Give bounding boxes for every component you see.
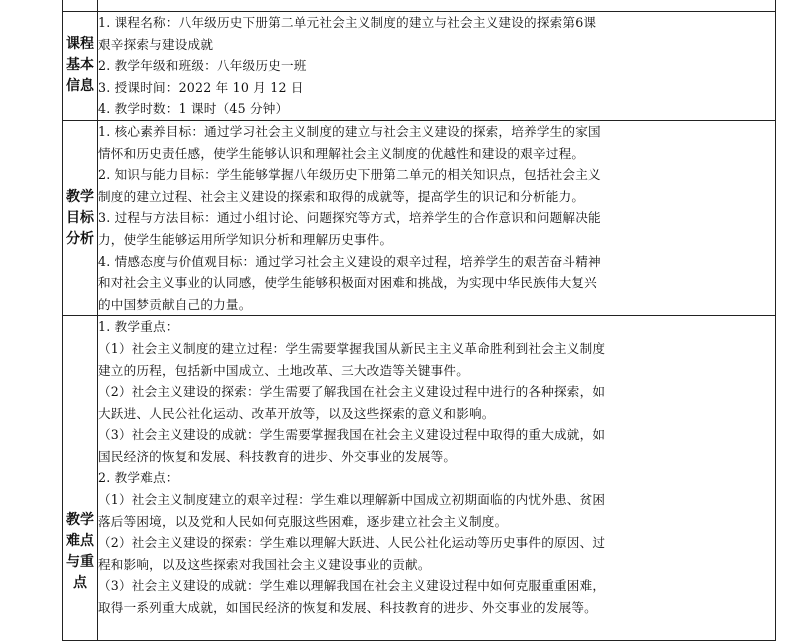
content-line [98, 0, 775, 11]
content-line: （2）社会主义建设的探索：学生难以理解大跃进、人民公社化运动等历史事件的原因、过 [98, 535, 606, 551]
content-line: 程和影响，以及这些探索对我国社会主义建设事业的贡献。 [98, 556, 431, 572]
content-line-cutoff [98, 619, 775, 641]
content-line: 2. 教学难点： [98, 470, 179, 486]
content-line: 4. 教学时数：1 课时（45 分钟） [98, 101, 289, 117]
row-label-line: 基本 [66, 57, 94, 74]
content-line: 3. 授课时间：2022 年 10 月 12 日 [98, 79, 304, 95]
row-label-line: 信息 [66, 78, 94, 95]
row-label-line: 目标 [66, 209, 94, 226]
row-label-line: 与重 [66, 554, 94, 571]
row-label-line: 难点 [66, 533, 94, 550]
content-line: 2. 知识与能力目标：学生能够掌握八年级历史下册第二单元的相关知识点，包括社会主义 [98, 167, 601, 183]
content-line: 和对社会主义事业的认同感，使学生能够积极面对困难和挑战，为实现中华民族伟大复兴 [98, 275, 597, 291]
content-line: （3）社会主义建设的成就：学生难以理解我国在社会主义建设过程中如何克服重重困难， [98, 578, 606, 594]
row-label-line: 点 [73, 575, 87, 592]
table-row-teaching-objectives [63, 120, 776, 315]
content-line: 情怀和历史责任感，使学生能够认识和理解社会主义制度的优越性和建设的艰辛过程。 [98, 145, 585, 161]
content-line: 艰辛探索与建设成就 [98, 36, 214, 52]
row-label-key-difficult-points [63, 316, 98, 641]
content-line: 建立的历程，包括新中国成立、土地改革、三大改造等关键事件。 [98, 362, 470, 378]
content-line: 大跃进、人民公社化运动、改革开放等，以及这些探索的意义和影响。 [98, 405, 495, 421]
content-line: 落后等困境，以及党和人民如何克服这些困难，逐步建立社会主义制度。 [98, 513, 508, 529]
row-content-course-info [98, 12, 776, 121]
table-row-course-info [63, 12, 776, 121]
content-line: 取得一系列重大成就，如国民经济的恢复和发展、科技教育的进步、外交事业的发展等。 [98, 600, 597, 616]
row-label-line: 课程 [66, 36, 94, 53]
table-row-key-difficult-points [63, 316, 776, 641]
content-line: 的中国梦贡献自己的力量。 [98, 296, 252, 312]
row-label-line: 教学 [66, 188, 94, 205]
content-line: （3）社会主义建设的成就：学生需要掌握我国在社会主义建设过程中取得的重大成就，如 [98, 427, 606, 443]
content-line: 制度的建立过程、社会主义建设的探索和取得的成就等，提高学生的识记和分析能力。 [98, 188, 585, 204]
content-line: 1. 核心素养目标：通过学习社会主义制度的建立与社会主义建设的探索，培养学生的家国 [98, 123, 601, 139]
content-line: 1. 教学重点： [98, 319, 179, 335]
content-line: （1）社会主义制度的建立过程：学生需要掌握我国从新民主主义革命胜利到社会主义制度 [98, 340, 606, 356]
content-line: （2）社会主义建设的探索：学生需要了解我国在社会主义建设过程中进行的各种探索，如 [98, 384, 606, 400]
content-line: （1）社会主义制度建立的艰辛过程：学生难以理解新中国成立初期面临的内忧外患、贫困 [98, 492, 606, 508]
row-label-top [63, 0, 98, 12]
row-content-teaching-objectives [98, 120, 776, 315]
table-row-top [63, 0, 776, 12]
content-line: 力，使学生能够运用所学知识分析和理解历史事件。 [98, 231, 393, 247]
content-line: 4. 情感态度与价值观目标：通过学习社会主义建设的艰辛过程，培养学生的艰苦奋斗精神 [98, 253, 601, 269]
row-content-key-difficult-points [98, 316, 776, 641]
content-line: 3. 过程与方法目标：通过小组讨论、问题探究等方式，培养学生的合作意识和问题解决能 [98, 210, 601, 226]
row-label-line: 教学 [66, 512, 94, 529]
content-line: 1. 课程名称：八年级历史下册第二单元社会主义制度的建立与社会主义建设的探索第6课 [98, 15, 597, 30]
row-label-teaching-objectives [63, 120, 98, 315]
lesson-plan-table [62, 0, 776, 641]
row-label-line: 分析 [66, 230, 94, 247]
row-content-top [98, 0, 776, 12]
content-line: 国民经济的恢复和发展、科技教育的进步、外交事业的发展等。 [98, 448, 457, 464]
content-line: 2. 教学年级和班级：八年级历史一班 [98, 58, 307, 74]
row-label-course-info [63, 12, 98, 121]
